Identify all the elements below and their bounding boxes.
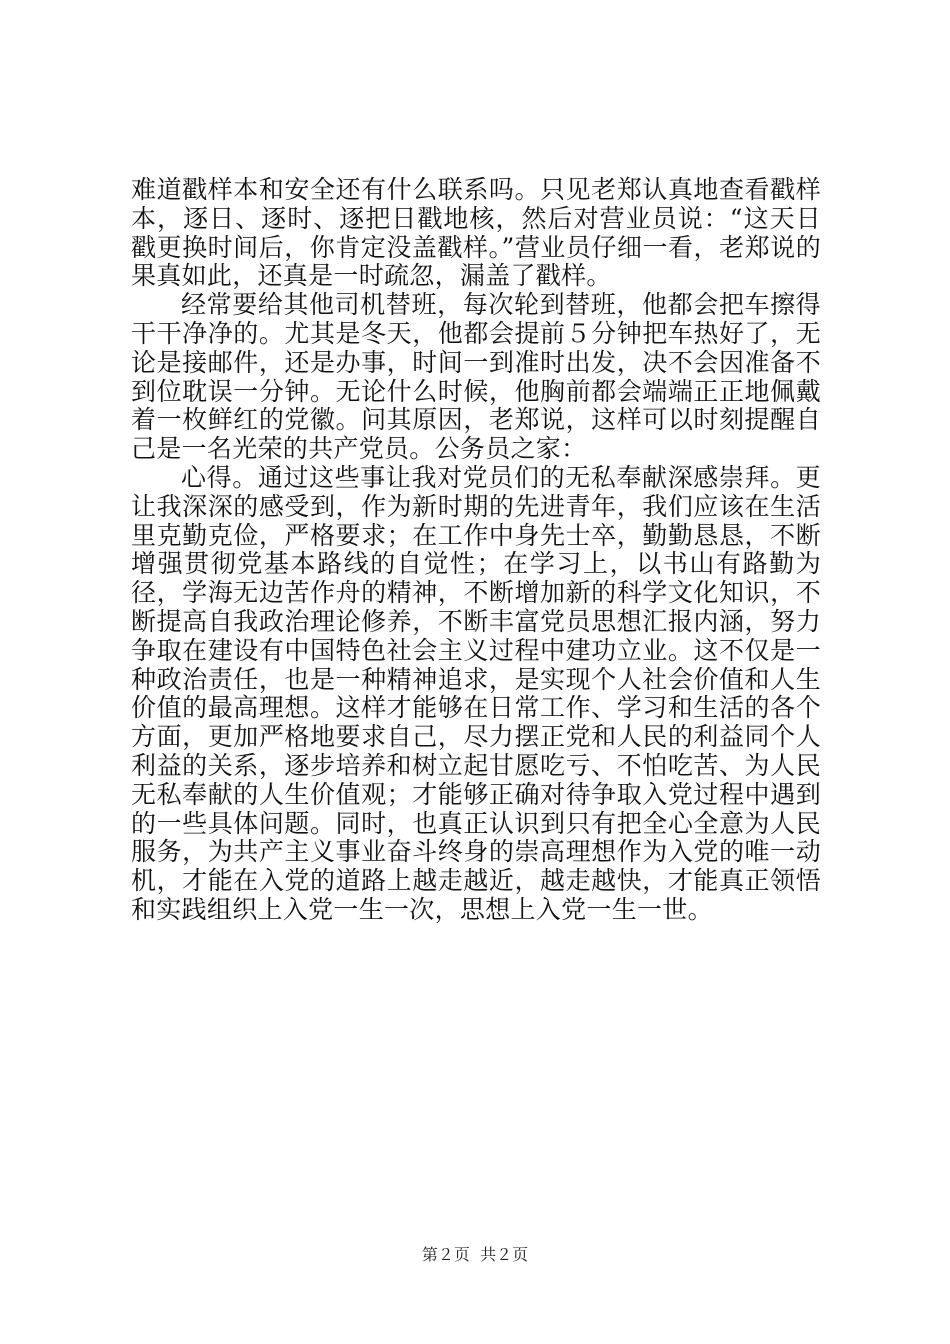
page-footer bbox=[0, 1245, 950, 1265]
paragraph-reflection: 心得。通过这些事让我对党员们的无私奉献深感崇拜。更让我深深的感受到，作为新时期的先进青年，我们应该在生活里克勤克俭，严格要求；在工作中身先士卒，勤勤恳恳，不断增强贯彻党基本路线的自觉性；在学习上，以书山有路勤为径，学海无边苦作舟的精神，不断增加新的科学文化知识，不断提高自我政治理论修养，不断丰富党员思想汇报内涵，努力争取在建设有中国特色社会主义过程中建功立业。这不仅是一种政治责任，也是一种精神追求，是实现个人社会价值和人生价值的最高理想。这样才能够在日常工作、学习和生活的各个方面，更加严格地要求自己，尽力摆正党和人民的利益同个人利益的关系，逐步培养和树立起甘愿吃亏、不怕吃苦、为人民无私奉献的人生价值观；才能够正确对待争取入党过程中遇到的一些具体问题。同时，也真正认识到只有把全心全意为人民服务，为共产主义事业奋斗终身的崇高理想作为入党的唯一动机，才能在入党的道路上越走越近，越走越快，才能真正领悟和实践组织上入党一生一次，思想上入党一生一世。 bbox=[131, 462, 821, 924]
paragraph-driver-duty: 经常要给其他司机替班，每次轮到替班，他都会把车擦得干干净净的。尤其是冬天，他都会提前５分钟把车热好了，无论是接邮件，还是办事，时间一到准时出发，决不会因准备不到位耽误一分钟。无论什么时候，他胸前都会端端正正地佩戴着一枚鲜红的党徽。问其原因，老郑说，这样可以时刻提醒自己是一名光荣的共产党员。公务员之家： bbox=[131, 290, 821, 464]
document-body bbox=[131, 176, 821, 925]
page-number-label: 第２页 共２页 bbox=[421, 1245, 529, 1264]
paragraph-continuation: 难道戳样本和安全还有什么联系吗。只见老郑认真地查看戳样本，逐日、逐时、逐把日戳地核，然后对营业员说：“这天日戳更换时间后，你肯定没盖戳样。”营业员仔细一看，老郑说的果真如此，还真是一时疏忽，漏盖了戳样。 bbox=[131, 175, 821, 291]
